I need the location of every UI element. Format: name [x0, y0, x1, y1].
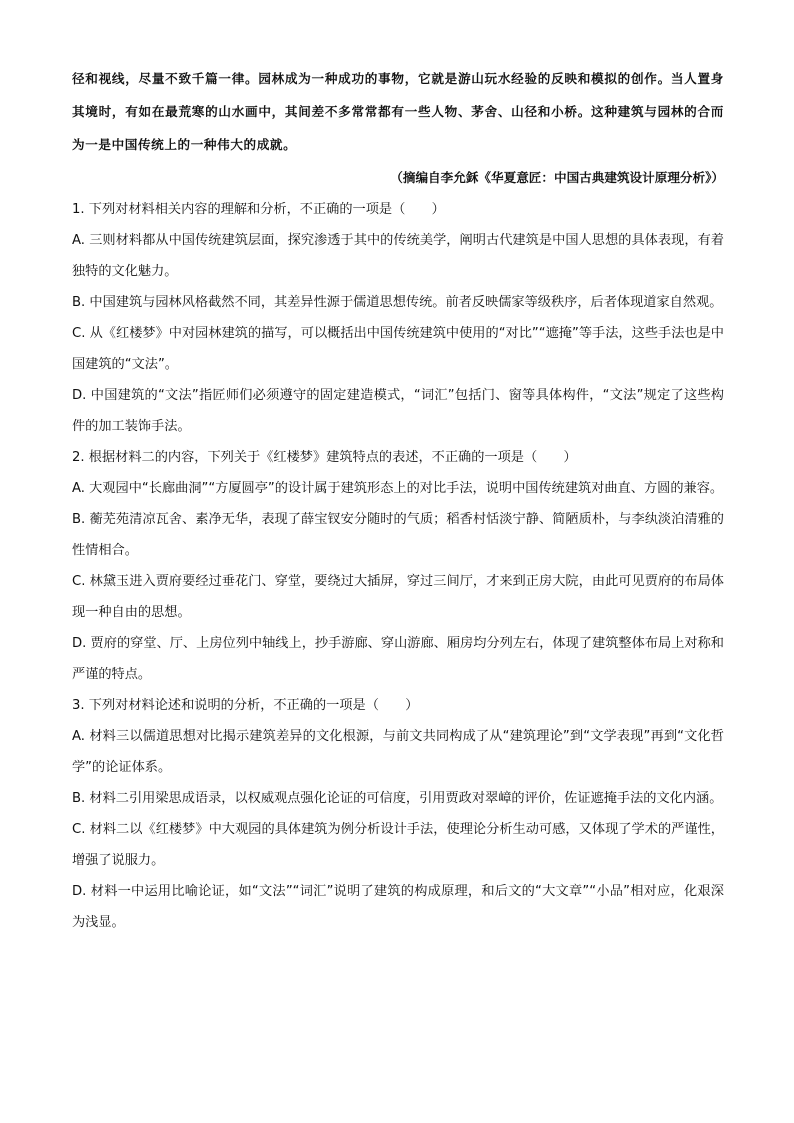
option-b: B. 蘅芜苑清凉瓦舍、素净无华，表现了薛宝钗安分随时的气质；稻香村恬淡宁静、简陋质朴，与李纨淡泊清雅的性情相合。: [72, 512, 724, 558]
option-d: D. 贾府的穿堂、厅、上房位列中轴线上，抄手游廊、穿山游廊、厢房均分列左右，体现了建筑整体布局上对称和严谨的特点。: [72, 636, 724, 682]
option-d: D. 中国建筑的“文法”指匠师们必须遵守的固定建造模式，“词汇”包括门、窗等具体构件，“文法”规定了这些构件的加工装饰手法。: [72, 388, 724, 434]
option-a: A. 材料三以儒道思想对比揭示建筑差异的文化根源，与前文共同构成了从“建筑理论”到“文学表现”再到“文化哲学”的论证体系。: [72, 729, 724, 775]
passage-text: 径和视线，尽量不致千篇一律。园林成为一种成功的事物，它就是游山玩水经验的反映和模拟的创作。当人置身其境时，有如在最荒寒的山水画中，其间差不多常常都有一些人物、茅舍、山径和小桥。这种建筑与园林的合而为一是中国传统上的一种伟大的成就。: [72, 71, 724, 152]
question-2: [72, 442, 724, 690]
option-c: C. 材料二以《红楼梦》中大观园的具体建筑为例分析设计手法，使理论分析生动可感，又体现了学术的严谨性，增强了说服力。: [72, 822, 724, 868]
option-a: A. 大观园中“长廊曲洞”“方厦圆亭”的设计属于建筑形态上的对比手法，说明中国传统建筑对曲直、方圆的兼容。: [72, 481, 724, 496]
option-c: C. 从《红楼梦》中对园林建筑的描写，可以概括出中国传统建筑中使用的“对比”“遮掩”等手法，这些手法也是中国建筑的“文法”。: [72, 326, 724, 372]
passage-citation: （摘编自李允鉌《华夏意匠：中国古典建筑设计原理分析》）: [390, 170, 724, 185]
option-b: B. 中国建筑与园林风格截然不同，其差异性源于儒道思想传统。前者反映儒家等级秩序，后者体现道家自然观。: [72, 295, 723, 310]
option-b: B. 材料二引用梁思成语录，以权威观点强化论证的可信度，引用贾政对翠嶂的评价，佐证遮掩手法的文化内涵。: [72, 791, 723, 806]
question-3: [72, 690, 724, 938]
question-stem: 2. 根据材料二的内容，下列关于《红楼梦》建筑特点的表述，不正确的一项是（ ）: [72, 450, 577, 465]
option-a: A. 三则材料都从中国传统建筑层面，探究渗透于其中的传统美学，阐明古代建筑是中国人思想的具体表现，有着独特的文化魅力。: [72, 233, 724, 279]
exam-page: [72, 62, 724, 938]
option-d: D. 材料一中运用比喻论证，如“文法”“词汇”说明了建筑的构成原理，和后文的“大文章”“小品”相对应，化艰深为浅显。: [72, 884, 724, 930]
question-1: [72, 194, 724, 442]
question-stem: 3. 下列对材料论述和说明的分析，不正确的一项是（ ）: [72, 698, 419, 713]
option-c: C. 林黛玉进入贾府要经过垂花门、穿堂，要绕过大插屏，穿过三间厅，才来到正房大院，由此可见贾府的布局体现一种自由的思想。: [72, 574, 724, 620]
question-stem: 1. 下列对材料相关内容的理解和分析，不正确的一项是（ ）: [72, 202, 445, 217]
